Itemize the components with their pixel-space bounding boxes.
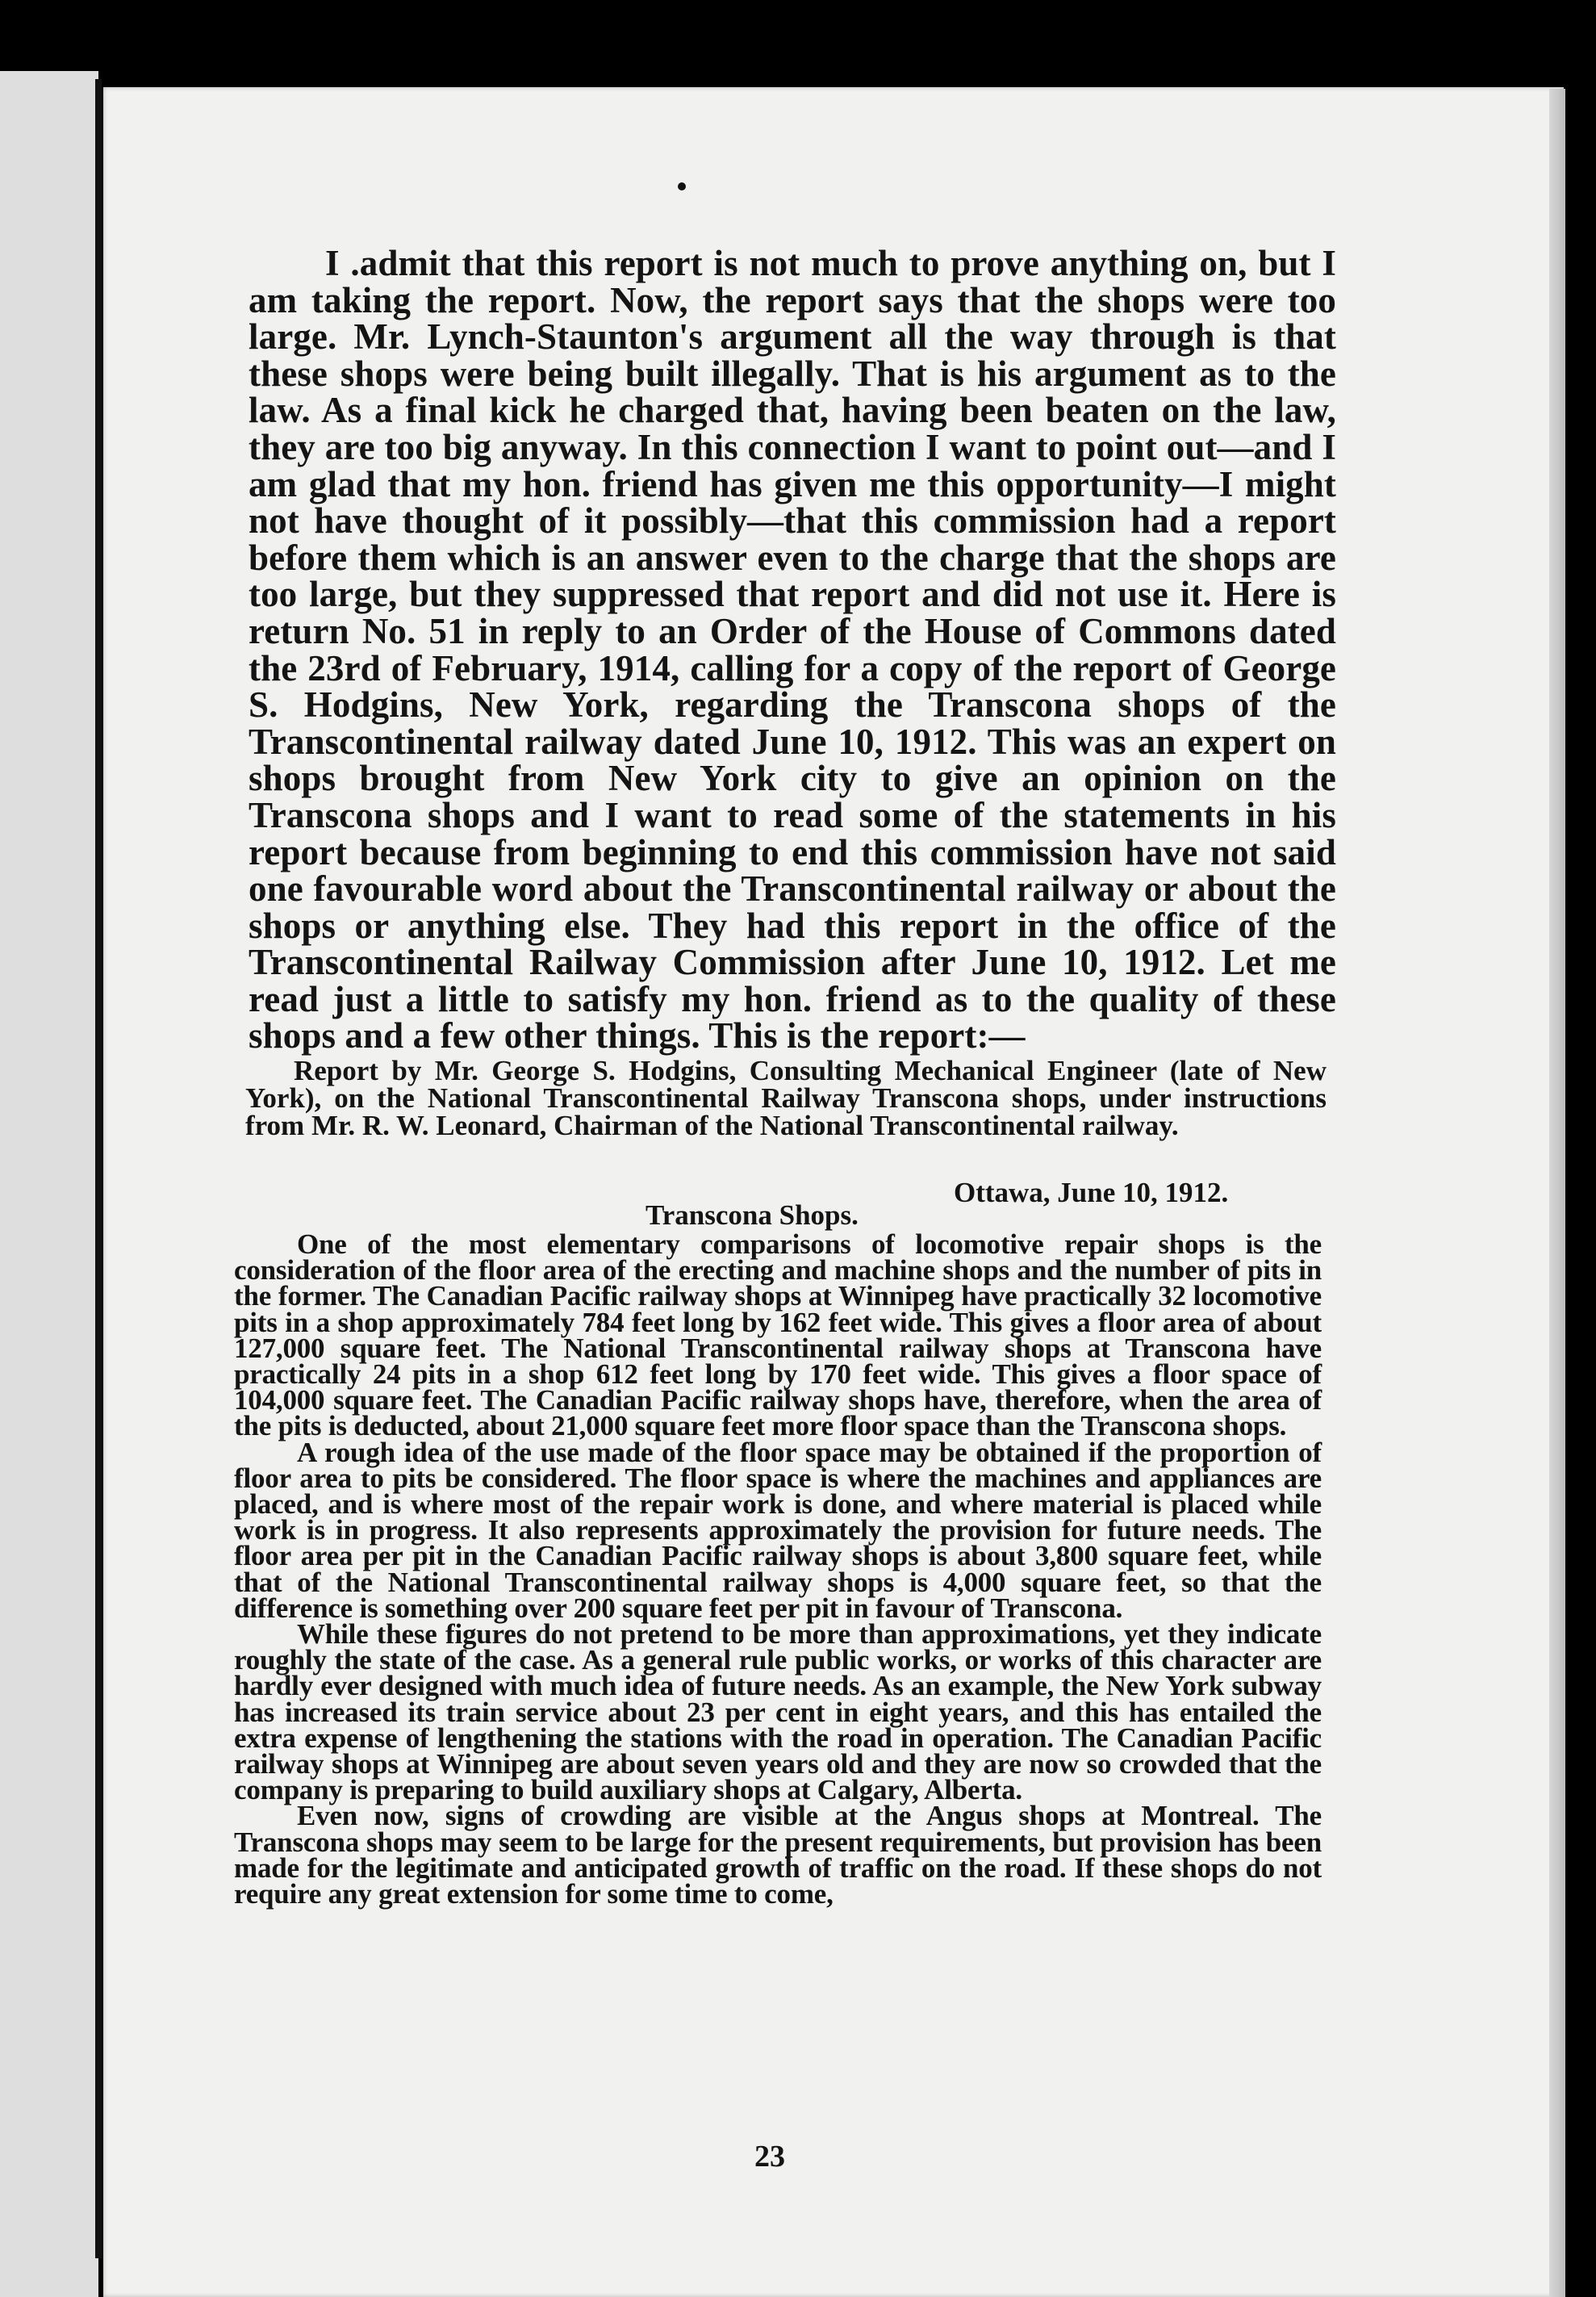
report-paragraph: Even now, signs of crowding are visible at the Angus shops at Montreal. The Transcona shops may seem to be large for the present requirements, but provision has been made for the legitimate and anticipated growth of traffic on the road. If these shops do not require any great extension for some time to come,	[234, 1800, 1322, 1910]
page-right-edge	[1549, 89, 1565, 2297]
left-page-edge	[0, 71, 98, 2297]
section-title: Transcona Shops.	[646, 1199, 859, 1231]
report-paragraph: One of the most elementary comparisons of locomotive repair shops is the consideration of the floor area of the erecting and machine shops and the number of pits in the former. The Canadian Pacific railway shops at Winnipeg have practically 32 locomotive pits in a shop approximately 784 feet long by 162 feet wide. This gives a floor area of about 127,000 square feet. The National Transcontinental railway shops at Transcona have practically 24 pits in a shop 612 feet long by 170 feet wide. This gives a floor space of 104,000 square feet. The Canadian Pacific railway shops have, therefore, when the area of the pits is deducted, about 21,000 square feet more floor space than the Transcona shops.	[234, 1228, 1322, 1442]
report-dateline: Ottawa, June 10, 1912.	[954, 1177, 1229, 1208]
report-body	[234, 1228, 1322, 1910]
speech-paragraph: I .admit that this report is not much to prove anything on, but I am taking the report. Now, the report says that the shops were too large. Mr. Lynch-Staunton's argument all the way through is that these shops were being built illegally. That is his argument as to the law. As a final kick he charged that, having been beaten on the law, they are too big anyway. In this connection I want to point out—and I am glad that my hon. friend has given me this opportunity—I might not have thought of it possibly—that this commission had a report before them which is an answer even to the charge that the shops are too large, but they suppressed that report and did not use it. Here is return No. 51 in reply to an Order of the House of Commons dated the 23rd of February, 1914, calling for a copy of the report of George S. Hodgins, New York, regarding the Transcona shops of the Transcontinental railway dated June 10, 1912. This was an expert on shops brought from New York city to give an opinion on the Transcona shops and I want to read some of the statements in his report because from beginning to end this commission have not said one favourable word about the Transcontinental railway or about the shops or anything else. They had this report in the office of the Transcontinental Railway Commission after June 10, 1912. Let me read just a little to satisfy my hon. friend as to the quality of these shops and a few other things. This is the report:—	[249, 243, 1336, 1056]
report-caption: Report by Mr. George S. Hodgins, Consulting Mechanical Engineer (late of New York), on the National Transcontinental Railway Transcona shops, under instructions from Mr. R. W. Leonard, Chairman of the National Transcontinental railway.	[245, 1055, 1327, 1141]
report-paragraph: A rough idea of the use made of the floor space may be obtained if the proportion of floor area to pits be considered. The floor space is where the machines and appliances are placed, and is where most of the repair work is done, and where material is placed while work is in progress. It also represents approximately the provision for future needs. The floor area per pit in the Canadian Pacific railway shops is about 3,800 square feet, while that of the National Transcontinental railway shops is 4,000 square feet, so that the difference is something over 200 square feet per pit in favour of Transcona.	[234, 1436, 1322, 1624]
page-number: 23	[754, 2140, 785, 2174]
report-paragraph: While these figures do not pretend to be more than approximations, yet they indicate roughly the state of the case. As a general rule public works, or works of this character are hardly ever designed with much idea of future needs. As an example, the New York subway has increased its train service about 23 per cent in eight years, and this has entailed the extra expense of lengthening the stations with the road in operation. The Canadian Pacific railway shops at Winnipeg are about seven years old and they are now so crowded that the company is preparing to build auxiliary shops at Calgary, Alberta.	[234, 1618, 1322, 1806]
book-spine-shadow	[95, 79, 102, 2258]
top-dot-mark	[678, 182, 686, 190]
